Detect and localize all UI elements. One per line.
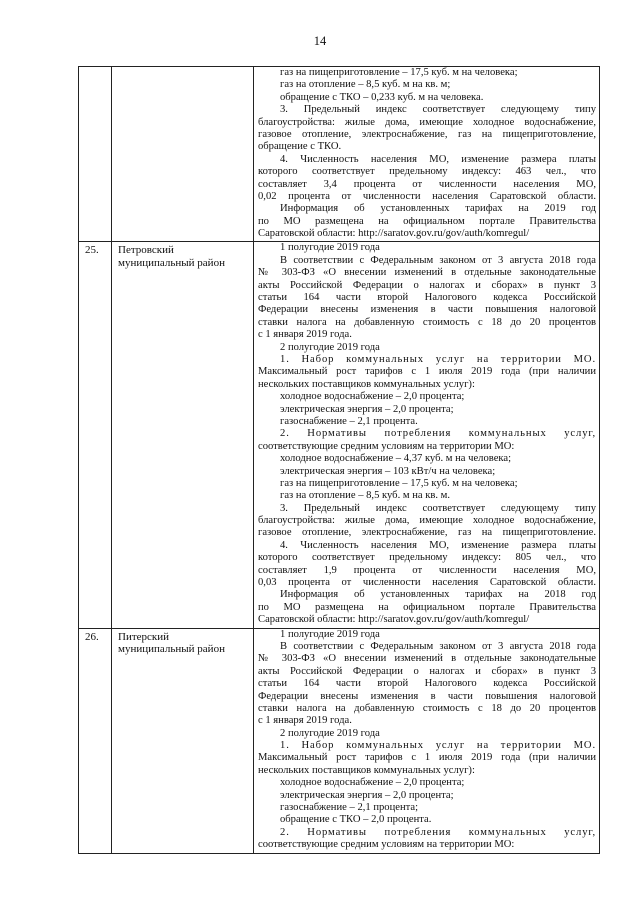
text-line: Саратовской области: http://saratov.gov.ru/gov/auth/komregul/	[258, 614, 530, 626]
text-line: Информация об установленных тарифах на 2018 год	[280, 589, 596, 601]
text-line: 4. Численность населения МО, изменение размера платы	[280, 153, 596, 165]
text-line: по МО размещена на официальном портале Правительства	[258, 215, 596, 227]
text-line: нескольких поставщиков коммунальных услуг):	[258, 378, 475, 390]
text-line: соответствующие средним условиям на территории МО:	[258, 440, 515, 452]
text-line: Информация об установленных тарифах на 2019 год	[280, 203, 596, 215]
text-line: которого соответствует предельному индексу: 805 чел., что	[258, 552, 596, 564]
row-number	[79, 67, 112, 242]
text-line: обращение с ТКО – 2,0 процента.	[280, 814, 432, 826]
text-line: 2. Нормативы потребления коммунальных услуг,	[280, 428, 596, 440]
text-line: нескольких поставщиков коммунальных услуг):	[258, 764, 475, 776]
text-line: составляет 1,9 процента от численности населения МО,	[258, 564, 596, 576]
municipality-name	[112, 242, 254, 628]
text-line: 3. Предельный индекс соответствует следующему типу	[280, 104, 596, 116]
municipality-name-line: Петровский	[118, 244, 174, 257]
text-line: 2. Нормативы потребления коммунальных услуг,	[280, 826, 596, 838]
text-line: газовое отопление, электроснабжение, газ на пищеприготовление.	[258, 527, 596, 539]
table-row	[79, 67, 600, 242]
text-line: Саратовской области: http://saratov.gov.ru/gov/auth/komregul/	[258, 228, 530, 240]
text-line: 1. Набор коммунальных услуг на территории МО.	[280, 740, 596, 752]
text-line: с 1 января 2019 года.	[258, 715, 352, 727]
table-row	[79, 628, 600, 853]
text-line: газоснабжение – 2,1 процента.	[280, 415, 418, 427]
tariff-table	[78, 66, 600, 854]
text-line: Федерации внесены изменения в части повышения налоговой	[258, 304, 596, 316]
text-line: 1. Набор коммунальных услуг на территории МО.	[280, 353, 596, 365]
text-line: по МО размещена на официальном портале Правительства	[258, 601, 596, 613]
tariff-info	[254, 628, 600, 853]
text-line: соответствующие средним условиям на территории МО:	[258, 839, 515, 851]
text-line: электрическая энергия – 2,0 процента;	[280, 789, 454, 801]
text-line: 1 полугодие 2019 года	[280, 628, 380, 640]
text-line: обращение с ТКО – 0,233 куб. м на человека.	[280, 91, 484, 103]
municipality-name-line: муниципальный район	[118, 256, 225, 269]
text-line: холодное водоснабжение – 4,37 куб. м на человека;	[280, 453, 512, 465]
text-line: акты Российской Федерации о налогах и сборах» в пункт 3	[258, 665, 596, 677]
text-line: благоустройства: жилые дома, имеющие холодное водоснабжение,	[258, 116, 596, 128]
text-line: Максимальный рост тарифов с 1 июля 2019 года (при наличии	[258, 752, 596, 764]
text-line: статьи 164 части второй Налогового кодекса Российской	[258, 292, 596, 304]
text-line: газ на отопление – 8,5 куб. м на кв. м.	[280, 490, 451, 502]
text-line: 2 полугодие 2019 года	[280, 727, 380, 739]
municipality-name-line: Питерский	[118, 630, 170, 643]
municipality-name	[112, 67, 254, 242]
text-line: газовое отопление, электроснабжение, газ на пищеприготовление,	[258, 128, 596, 140]
text-line: № 303-ФЗ «О внесении изменений в отдельные законодательные	[258, 653, 596, 665]
row-number: 26.	[79, 628, 112, 853]
text-line: 3. Предельный индекс соответствует следующему типу	[280, 502, 596, 514]
text-line: 1 полугодие 2019 года	[280, 242, 380, 254]
text-line: 0,02 процента от численности населения Саратовской области.	[258, 190, 596, 202]
text-line: благоустройства: жилые дома, имеющие холодное водоснабжение,	[258, 515, 596, 527]
page-number: 14	[313, 34, 327, 48]
text-line: холодное водоснабжение – 2,0 процента;	[280, 391, 465, 403]
table-row	[79, 242, 600, 628]
text-line: 2 полугодие 2019 года	[280, 341, 380, 353]
text-line: составляет 3,4 процента от численности населения МО,	[258, 178, 596, 190]
row-number: 25.	[79, 242, 112, 628]
text-line: Федерации внесены изменения в части повышения налоговой	[258, 690, 596, 702]
text-line: обращение с ТКО.	[258, 141, 342, 153]
text-line: статьи 164 части второй Налогового кодекса Российской	[258, 678, 596, 690]
text-line: с 1 января 2019 года.	[258, 329, 352, 341]
text-line: газ на пищеприготовление – 17,5 куб. м на человека;	[280, 477, 518, 489]
table-body	[79, 67, 600, 854]
text-line: газоснабжение – 2,1 процента;	[280, 802, 419, 814]
municipality-name	[112, 628, 254, 853]
tariff-info	[254, 67, 600, 242]
text-line: ставки налога на добавленную стоимость с 18 до 20 процентов	[258, 316, 596, 328]
municipality-name-line: муниципальный район	[118, 643, 225, 656]
text-line: которого соответствует предельному индексу: 463 чел., что	[258, 166, 596, 178]
text-line: холодное водоснабжение – 2,0 процента;	[280, 777, 465, 789]
text-line: Максимальный рост тарифов с 1 июля 2019 года (при наличии	[258, 366, 596, 378]
text-line: ставки налога на добавленную стоимость с 18 до 20 процентов	[258, 702, 596, 714]
text-line: В соответствии с Федеральным законом от 3 августа 2018 года	[280, 640, 596, 652]
text-line: 0,03 процента от численности населения Саратовской области.	[258, 577, 596, 589]
text-line: электрическая энергия – 103 кВт/ч на человека;	[280, 465, 496, 477]
text-line: акты Российской Федерации о налогах и сборах» в пункт 3	[258, 279, 596, 291]
text-line: № 303-ФЗ «О внесении изменений в отдельные законодательные	[258, 267, 596, 279]
text-line: 4. Численность населения МО, изменение размера платы	[280, 539, 596, 551]
text-line: газ на пищеприготовление – 17,5 куб. м на человека;	[280, 67, 518, 78]
text-line: В соответствии с Федеральным законом от 3 августа 2018 года	[280, 254, 596, 266]
tariff-info	[254, 242, 600, 628]
text-line: электрическая энергия – 2,0 процента;	[280, 403, 454, 415]
text-line: газ на отопление – 8,5 куб. м на кв. м;	[280, 79, 451, 91]
